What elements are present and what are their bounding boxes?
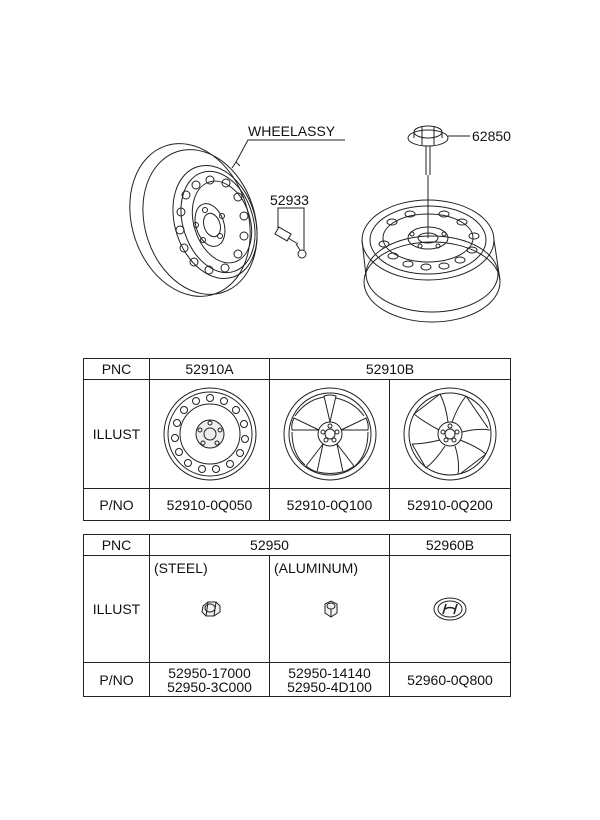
alloy-wheel-icon: [280, 384, 380, 484]
lug-nut-icon: [322, 600, 340, 618]
wheel-parts-table: [83, 358, 511, 521]
steel-wheel-drawing: [111, 128, 275, 312]
pno-line: 52950-4D100: [287, 678, 372, 695]
pno-cell: 52910-0Q100: [270, 489, 390, 521]
row-label-pno: P/NO: [84, 663, 150, 697]
wheel-assembly-diagram: [0, 0, 600, 340]
row-label-illust: ILLUST: [84, 380, 150, 489]
hyundai-emblem-icon: [430, 594, 470, 624]
illust-steel-nut: [150, 556, 270, 663]
pno-line: 52950-17000: [168, 664, 251, 681]
carrier-drawing: [408, 126, 448, 238]
callout-carrier: 62850: [472, 128, 511, 144]
pno-line: 52960-0Q800: [407, 671, 493, 688]
pno-cell: [150, 663, 270, 697]
illust-aluminum-nut: [270, 556, 390, 663]
pno-line: 52950-3C000: [167, 678, 252, 695]
lug-nut-icon: [200, 600, 222, 618]
pno-cell: [270, 663, 390, 697]
pno-cell: 52910-0Q200: [390, 489, 511, 521]
pnc-cell: 52910A: [150, 359, 270, 380]
illust-alloy-wheel-a: [270, 380, 390, 489]
row-label-pnc: PNC: [84, 359, 150, 380]
pnc-cell: 52910B: [270, 359, 511, 380]
illust-alloy-wheel-b: [390, 380, 511, 489]
pnc-cell: 52960B: [390, 535, 511, 556]
illust-emblem: [390, 556, 511, 663]
illust-steel-wheel: [150, 380, 270, 489]
row-label-illust: ILLUST: [84, 556, 150, 663]
row-label-pnc: PNC: [84, 535, 150, 556]
pno-line: 52950-14140: [288, 664, 371, 681]
valve-drawing: [275, 227, 306, 258]
row-label-pno: P/NO: [84, 489, 150, 521]
alloy-wheel-icon: [400, 384, 500, 484]
pno-cell: [390, 663, 511, 697]
material-label: (ALUMINUM): [274, 560, 358, 576]
material-label: (STEEL): [154, 560, 208, 576]
callout-wheel-assy: WHEELASSY: [248, 123, 336, 139]
pnc-cell: 52950: [150, 535, 390, 556]
nut-emblem-parts-table: [83, 534, 511, 697]
steel-wheel-icon: [160, 384, 260, 484]
callout-valve: 52933: [270, 192, 309, 208]
pno-cell: 52910-0Q050: [150, 489, 270, 521]
spare-wheel-drawing: [362, 200, 500, 322]
